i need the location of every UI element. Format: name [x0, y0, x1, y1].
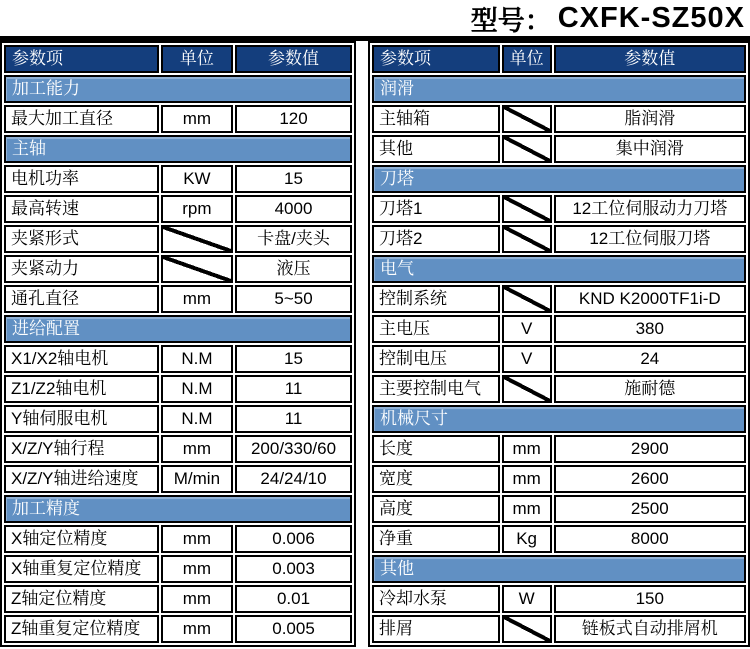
- param-unit: mm: [161, 105, 233, 133]
- na-slash-icon: [163, 227, 231, 251]
- table-row: [4, 585, 352, 613]
- param-name: 净重: [372, 525, 500, 553]
- param-unit: [161, 255, 233, 283]
- section-row: [4, 495, 352, 523]
- section-row: [372, 555, 746, 583]
- param-unit: rpm: [161, 195, 233, 223]
- param-value: 8000: [554, 525, 746, 553]
- param-name: 高度: [372, 495, 500, 523]
- section-row: [372, 255, 746, 283]
- param-unit: [502, 135, 552, 163]
- na-slash-icon: [163, 257, 231, 281]
- column-header: 参数项: [372, 45, 500, 73]
- param-value: 液压: [235, 255, 352, 283]
- param-value: 24/24/10: [235, 465, 352, 493]
- param-value: 0.003: [235, 555, 352, 583]
- section-row: [4, 75, 352, 103]
- param-unit: KW: [161, 165, 233, 193]
- param-value: 5~50: [235, 285, 352, 313]
- param-name: 最大加工直径: [4, 105, 159, 133]
- param-unit: mm: [502, 465, 552, 493]
- section-row: [4, 315, 352, 343]
- na-slash-icon: [504, 617, 550, 641]
- header-row: [372, 45, 746, 73]
- param-value: 380: [554, 315, 746, 343]
- param-name: 排屑: [372, 615, 500, 643]
- section-header: 其他: [372, 555, 746, 583]
- param-name: 刀塔2: [372, 225, 500, 253]
- param-name: 冷却水泵: [372, 585, 500, 613]
- param-value: 4000: [235, 195, 352, 223]
- table-row: [372, 225, 746, 253]
- param-unit: [502, 225, 552, 253]
- param-name: 电机功率: [4, 165, 159, 193]
- table-row: [372, 315, 746, 343]
- section-header: 润滑: [372, 75, 746, 103]
- table-row: [4, 465, 352, 493]
- param-name: X1/X2轴电机: [4, 345, 159, 373]
- param-value: KND K2000TF1i-D: [554, 285, 746, 313]
- column-header: 单位: [161, 45, 233, 73]
- param-name: Z1/Z2轴电机: [4, 375, 159, 403]
- spec-table-right: [368, 41, 750, 647]
- param-unit: V: [502, 315, 552, 343]
- table-row: [4, 405, 352, 433]
- section-header: 加工精度: [4, 495, 352, 523]
- param-value: 集中润滑: [554, 135, 746, 163]
- table-row: [372, 105, 746, 133]
- param-unit: mm: [161, 525, 233, 553]
- table-row: [372, 525, 746, 553]
- param-value: 15: [235, 165, 352, 193]
- param-name: 控制电压: [372, 345, 500, 373]
- param-unit: N.M: [161, 405, 233, 433]
- table-gap: [356, 41, 368, 51]
- param-unit: [502, 105, 552, 133]
- param-name: X轴定位精度: [4, 525, 159, 553]
- table-row: [4, 225, 352, 253]
- param-value: 0.006: [235, 525, 352, 553]
- param-name: 主电压: [372, 315, 500, 343]
- param-unit: [502, 285, 552, 313]
- table-row: [4, 525, 352, 553]
- param-name: X/Z/Y轴进给速度: [4, 465, 159, 493]
- param-name: Y轴伺服电机: [4, 405, 159, 433]
- param-unit: [502, 195, 552, 223]
- section-header: 刀塔: [372, 165, 746, 193]
- param-value: 脂润滑: [554, 105, 746, 133]
- param-unit: mm: [161, 615, 233, 643]
- param-name: 刀塔1: [372, 195, 500, 223]
- param-name: 夹紧动力: [4, 255, 159, 283]
- param-unit: [502, 375, 552, 403]
- param-value: 200/330/60: [235, 435, 352, 463]
- param-name: 主要控制电气: [372, 375, 500, 403]
- column-header: 单位: [502, 45, 552, 73]
- param-name: 最高转速: [4, 195, 159, 223]
- table-row: [372, 615, 746, 643]
- table-row: [4, 285, 352, 313]
- section-header: 主轴: [4, 135, 352, 163]
- column-header: 参数值: [235, 45, 352, 73]
- section-row: [372, 165, 746, 193]
- param-value: 2600: [554, 465, 746, 493]
- param-name: 宽度: [372, 465, 500, 493]
- table-row: [372, 375, 746, 403]
- param-unit: mm: [161, 435, 233, 463]
- param-value: 120: [235, 105, 352, 133]
- na-slash-icon: [504, 137, 550, 161]
- param-value: 0.005: [235, 615, 352, 643]
- param-value: 24: [554, 345, 746, 373]
- param-unit: [502, 615, 552, 643]
- param-value: 0.01: [235, 585, 352, 613]
- table-row: [4, 555, 352, 583]
- title-bar: [0, 0, 750, 36]
- table-row: [372, 345, 746, 373]
- param-value: 链板式自动排屑机: [554, 615, 746, 643]
- param-unit: W: [502, 585, 552, 613]
- model-label: 型号：: [470, 5, 552, 36]
- param-name: 控制系统: [372, 285, 500, 313]
- param-value: 150: [554, 585, 746, 613]
- table-row: [372, 465, 746, 493]
- na-slash-icon: [504, 227, 550, 251]
- table-row: [4, 105, 352, 133]
- param-name: Z轴定位精度: [4, 585, 159, 613]
- param-name: 主轴箱: [372, 105, 500, 133]
- param-unit: mm: [161, 585, 233, 613]
- param-name: 其他: [372, 135, 500, 163]
- na-slash-icon: [504, 377, 550, 401]
- na-slash-icon: [504, 287, 550, 311]
- column-header: 参数项: [4, 45, 159, 73]
- param-unit: V: [502, 345, 552, 373]
- section-header: 机械尺寸: [372, 405, 746, 433]
- table-row: [4, 435, 352, 463]
- param-unit: [161, 225, 233, 253]
- table-row: [4, 255, 352, 283]
- na-slash-icon: [504, 107, 550, 131]
- param-name: X/Z/Y轴行程: [4, 435, 159, 463]
- param-unit: mm: [502, 435, 552, 463]
- param-value: 11: [235, 405, 352, 433]
- header-row: [4, 45, 352, 73]
- table-row: [4, 615, 352, 643]
- param-value: 施耐德: [554, 375, 746, 403]
- table-row: [4, 375, 352, 403]
- table-row: [372, 195, 746, 223]
- param-name: 长度: [372, 435, 500, 463]
- param-name: Z轴重复定位精度: [4, 615, 159, 643]
- table-row: [4, 345, 352, 373]
- model-number: CXFK-SZ50X: [557, 1, 745, 34]
- param-name: 夹紧形式: [4, 225, 159, 253]
- section-header: 进给配置: [4, 315, 352, 343]
- na-slash-icon: [504, 197, 550, 221]
- tables-area: [0, 41, 750, 647]
- param-unit: mm: [161, 285, 233, 313]
- section-row: [372, 75, 746, 103]
- param-value: 11: [235, 375, 352, 403]
- table-row: [4, 165, 352, 193]
- section-row: [372, 405, 746, 433]
- param-unit: mm: [161, 555, 233, 583]
- param-value: 2900: [554, 435, 746, 463]
- param-name: 通孔直径: [4, 285, 159, 313]
- param-value: 2500: [554, 495, 746, 523]
- table-row: [372, 435, 746, 463]
- param-value: 15: [235, 345, 352, 373]
- param-unit: M/min: [161, 465, 233, 493]
- param-unit: Kg: [502, 525, 552, 553]
- table-row: [372, 495, 746, 523]
- param-unit: N.M: [161, 375, 233, 403]
- param-value: 12工位伺服刀塔: [554, 225, 746, 253]
- param-unit: N.M: [161, 345, 233, 373]
- section-header: 加工能力: [4, 75, 352, 103]
- param-name: X轴重复定位精度: [4, 555, 159, 583]
- table-row: [4, 195, 352, 223]
- spec-table-left: [0, 41, 356, 647]
- param-value: 卡盘/夹头: [235, 225, 352, 253]
- section-row: [4, 135, 352, 163]
- section-header: 电气: [372, 255, 746, 283]
- table-row: [372, 585, 746, 613]
- column-header: 参数值: [554, 45, 746, 73]
- table-row: [372, 135, 746, 163]
- param-value: 12工位伺服动力刀塔: [554, 195, 746, 223]
- table-row: [372, 285, 746, 313]
- param-unit: mm: [502, 495, 552, 523]
